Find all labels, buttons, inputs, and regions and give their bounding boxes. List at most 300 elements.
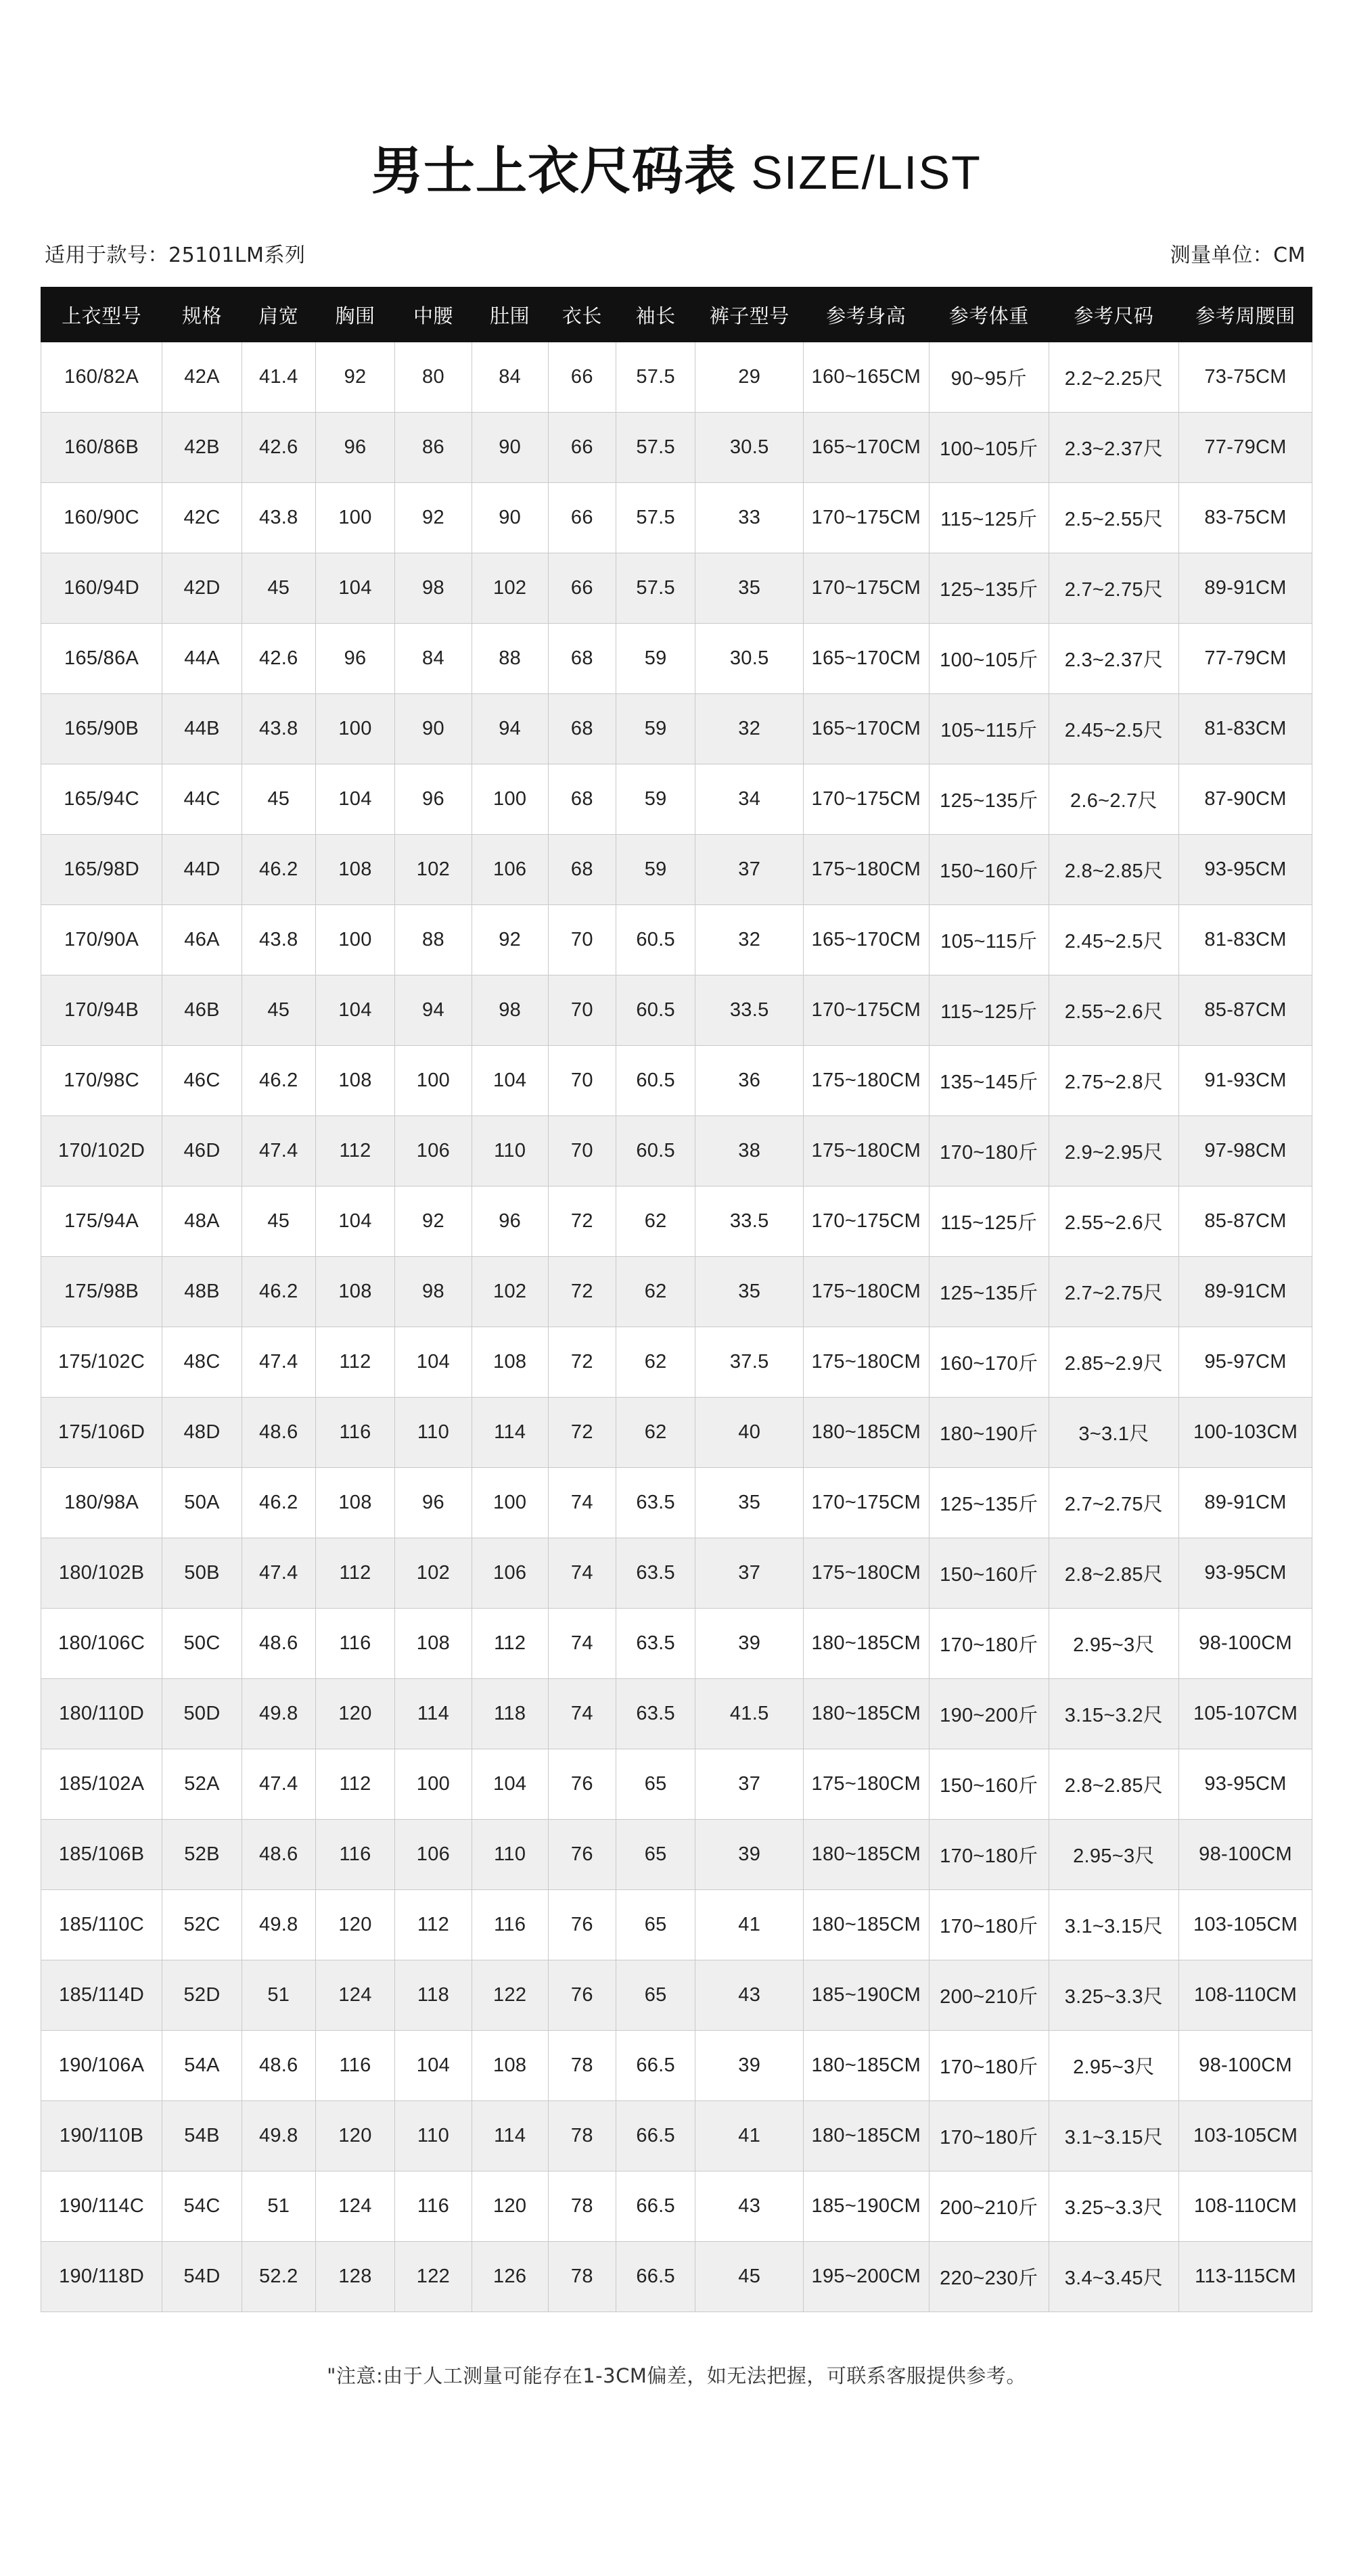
table-column-header: 参考周腰围 (1179, 288, 1312, 342)
table-cell: 48B (162, 1257, 242, 1327)
table-cell: 122 (395, 2242, 472, 2312)
table-cell: 102 (472, 553, 548, 624)
table-cell: 190/110B (41, 2101, 162, 2171)
table-cell: 63.5 (616, 1679, 695, 1749)
table-cell: 106 (395, 1820, 472, 1890)
table-cell: 43.8 (242, 694, 315, 764)
table-cell: 50A (162, 1468, 242, 1538)
table-cell: 72 (548, 1187, 616, 1257)
table-cell: 170/102D (41, 1116, 162, 1187)
applies-to-label: 适用于款号：25101LM系列 (45, 244, 306, 267)
table-cell: 175~180CM (803, 1538, 929, 1609)
table-cell: 39 (695, 1820, 803, 1890)
table-cell: 68 (548, 835, 616, 905)
table-cell: 92 (472, 905, 548, 975)
table-cell: 112 (315, 1749, 395, 1820)
table-cell: 106 (395, 1116, 472, 1187)
table-cell: 81-83CM (1179, 905, 1312, 975)
table-row (41, 413, 1312, 483)
table-cell: 100 (395, 1046, 472, 1116)
table-cell: 66.5 (616, 2031, 695, 2101)
table-cell: 170~175CM (803, 483, 929, 553)
table-cell: 185/110C (41, 1890, 162, 1960)
table-cell: 125~135斤 (929, 1468, 1049, 1538)
table-cell: 45 (242, 764, 315, 835)
table-row (41, 1749, 1312, 1820)
table-cell: 78 (548, 2101, 616, 2171)
table-cell: 180/98A (41, 1468, 162, 1538)
table-cell: 90 (472, 483, 548, 553)
table-cell: 165~170CM (803, 413, 929, 483)
table-cell: 100~105斤 (929, 624, 1049, 694)
table-cell: 170~180斤 (929, 2101, 1049, 2171)
table-cell: 100 (315, 694, 395, 764)
table-cell: 165/94C (41, 764, 162, 835)
table-cell: 33.5 (695, 975, 803, 1046)
table-column-header: 胸围 (315, 288, 395, 342)
table-cell: 100~105斤 (929, 413, 1049, 483)
table-cell: 170~180斤 (929, 1890, 1049, 1960)
table-row (41, 2171, 1312, 2242)
table-cell: 48.6 (242, 1609, 315, 1679)
table-cell: 66 (548, 483, 616, 553)
table-cell: 66.5 (616, 2242, 695, 2312)
table-cell: 51 (242, 1960, 315, 2031)
table-cell: 47.4 (242, 1538, 315, 1609)
table-cell: 59 (616, 764, 695, 835)
table-cell: 3.25~3.3尺 (1049, 2171, 1178, 2242)
table-row (41, 1468, 1312, 1538)
table-cell: 98 (395, 1257, 472, 1327)
table-cell: 77-79CM (1179, 413, 1312, 483)
table-cell: 105-107CM (1179, 1679, 1312, 1749)
table-cell: 170/98C (41, 1046, 162, 1116)
table-cell: 120 (315, 1679, 395, 1749)
table-cell: 190/114C (41, 2171, 162, 2242)
table-cell: 49.8 (242, 2101, 315, 2171)
table-cell: 114 (472, 2101, 548, 2171)
table-cell: 45 (242, 975, 315, 1046)
table-cell: 3.1~3.15尺 (1049, 1890, 1178, 1960)
table-cell: 33 (695, 483, 803, 553)
table-cell: 102 (472, 1257, 548, 1327)
table-cell: 110 (395, 1398, 472, 1468)
table-cell: 3~3.1尺 (1049, 1398, 1178, 1468)
table-cell: 2.75~2.8尺 (1049, 1046, 1178, 1116)
table-cell: 76 (548, 1890, 616, 1960)
table-cell: 96 (395, 764, 472, 835)
table-cell: 43.8 (242, 905, 315, 975)
table-cell: 46.2 (242, 1046, 315, 1116)
table-cell: 42.6 (242, 413, 315, 483)
table-cell: 104 (472, 1749, 548, 1820)
table-cell: 185/102A (41, 1749, 162, 1820)
table-cell: 59 (616, 694, 695, 764)
table-cell: 47.4 (242, 1116, 315, 1187)
table-cell: 63.5 (616, 1468, 695, 1538)
table-cell: 84 (395, 624, 472, 694)
table-cell: 94 (395, 975, 472, 1046)
table-cell: 66.5 (616, 2101, 695, 2171)
table-cell: 165~170CM (803, 624, 929, 694)
table-cell: 185~190CM (803, 1960, 929, 2031)
table-cell: 44B (162, 694, 242, 764)
table-cell: 89-91CM (1179, 1468, 1312, 1538)
table-row (41, 905, 1312, 975)
table-cell: 2.7~2.75尺 (1049, 1468, 1178, 1538)
table-cell: 2.3~2.37尺 (1049, 413, 1178, 483)
table-cell: 2.8~2.85尺 (1049, 835, 1178, 905)
table-cell: 92 (395, 483, 472, 553)
table-cell: 81-83CM (1179, 694, 1312, 764)
table-column-header: 上衣型号 (41, 288, 162, 342)
table-cell: 45 (695, 2242, 803, 2312)
table-cell: 112 (315, 1116, 395, 1187)
table-cell: 45 (242, 553, 315, 624)
table-cell: 170~175CM (803, 1187, 929, 1257)
table-cell: 180~185CM (803, 1679, 929, 1749)
table-cell: 116 (395, 2171, 472, 2242)
table-cell: 47.4 (242, 1327, 315, 1398)
table-cell: 2.55~2.6尺 (1049, 975, 1178, 1046)
table-column-header: 参考尺码 (1049, 288, 1178, 342)
table-cell: 2.95~3尺 (1049, 1820, 1178, 1890)
table-cell: 108 (315, 1468, 395, 1538)
table-cell: 68 (548, 694, 616, 764)
table-cell: 48D (162, 1398, 242, 1468)
table-row (41, 1820, 1312, 1890)
table-cell: 170~175CM (803, 975, 929, 1046)
table-cell: 100 (395, 1749, 472, 1820)
table-cell: 39 (695, 1609, 803, 1679)
table-cell: 51 (242, 2171, 315, 2242)
table-cell: 175~180CM (803, 1327, 929, 1398)
table-cell: 57.5 (616, 413, 695, 483)
table-cell: 106 (472, 1538, 548, 1609)
table-cell: 46D (162, 1116, 242, 1187)
table-cell: 105~115斤 (929, 905, 1049, 975)
table-cell: 3.25~3.3尺 (1049, 1960, 1178, 2031)
table-cell: 115~125斤 (929, 975, 1049, 1046)
table-cell: 30.5 (695, 624, 803, 694)
table-cell: 175~180CM (803, 1116, 929, 1187)
table-cell: 124 (315, 2171, 395, 2242)
table-cell: 52C (162, 1890, 242, 1960)
table-row (41, 764, 1312, 835)
table-cell: 112 (315, 1538, 395, 1609)
table-row (41, 694, 1312, 764)
table-cell: 150~160斤 (929, 835, 1049, 905)
table-cell: 68 (548, 624, 616, 694)
table-cell: 87-90CM (1179, 764, 1312, 835)
table-column-header: 肩宽 (242, 288, 315, 342)
table-row (41, 1679, 1312, 1749)
table-cell: 60.5 (616, 1046, 695, 1116)
table-cell: 46B (162, 975, 242, 1046)
table-cell: 116 (315, 1398, 395, 1468)
table-cell: 108 (315, 835, 395, 905)
table-cell: 46A (162, 905, 242, 975)
table-cell: 89-91CM (1179, 553, 1312, 624)
table-cell: 108 (315, 1046, 395, 1116)
table-cell: 103-105CM (1179, 2101, 1312, 2171)
table-cell: 110 (472, 1820, 548, 1890)
table-cell: 62 (616, 1257, 695, 1327)
table-cell: 32 (695, 694, 803, 764)
table-cell: 60.5 (616, 905, 695, 975)
table-cell: 118 (472, 1679, 548, 1749)
table-cell: 160/90C (41, 483, 162, 553)
table-cell: 104 (472, 1046, 548, 1116)
table-cell: 78 (548, 2171, 616, 2242)
table-cell: 170~180斤 (929, 1820, 1049, 1890)
table-body (41, 342, 1312, 2312)
table-cell: 70 (548, 905, 616, 975)
table-cell: 41.4 (242, 342, 315, 413)
table-cell: 44D (162, 835, 242, 905)
table-cell: 128 (315, 2242, 395, 2312)
table-cell: 54D (162, 2242, 242, 2312)
table-row (41, 553, 1312, 624)
table-cell: 48A (162, 1187, 242, 1257)
table-cell: 72 (548, 1327, 616, 1398)
table-cell: 116 (472, 1890, 548, 1960)
table-cell: 37 (695, 1538, 803, 1609)
page-title (41, 0, 1312, 201)
table-cell: 2.7~2.75尺 (1049, 553, 1178, 624)
table-cell: 116 (315, 1609, 395, 1679)
measurement-note: "注意:由于人工测量可能存在1-3CM偏差，如无法把握，可联系客服提供参考。 (327, 2364, 1026, 2387)
table-cell: 74 (548, 1468, 616, 1538)
table-cell: 52B (162, 1820, 242, 1890)
table-cell: 180~185CM (803, 1609, 929, 1679)
table-cell: 80 (395, 342, 472, 413)
table-cell: 29 (695, 342, 803, 413)
table-cell: 48.6 (242, 1820, 315, 1890)
table-cell: 114 (395, 1679, 472, 1749)
table-cell: 120 (315, 1890, 395, 1960)
table-cell: 175~180CM (803, 1046, 929, 1116)
table-cell: 93-95CM (1179, 1538, 1312, 1609)
table-row (41, 483, 1312, 553)
table-cell: 185~190CM (803, 2171, 929, 2242)
table-cell: 72 (548, 1398, 616, 1468)
table-cell: 2.2~2.25尺 (1049, 342, 1178, 413)
table-cell: 60.5 (616, 975, 695, 1046)
table-cell: 110 (472, 1116, 548, 1187)
table-cell: 3.4~3.45尺 (1049, 2242, 1178, 2312)
table-cell: 74 (548, 1679, 616, 1749)
table-cell: 108-110CM (1179, 1960, 1312, 2031)
table-cell: 98-100CM (1179, 1609, 1312, 1679)
table-cell: 37.5 (695, 1327, 803, 1398)
table-cell: 115~125斤 (929, 1187, 1049, 1257)
measurement-unit-label: 测量单位：CM (1170, 244, 1306, 267)
table-cell: 48C (162, 1327, 242, 1398)
table-row (41, 975, 1312, 1046)
table-cell: 175/94A (41, 1187, 162, 1257)
table-cell: 48.6 (242, 2031, 315, 2101)
table-cell: 190/106A (41, 2031, 162, 2101)
table-cell: 160~170斤 (929, 1327, 1049, 1398)
table-cell: 96 (315, 624, 395, 694)
table-cell: 2.3~2.37尺 (1049, 624, 1178, 694)
table-cell: 43.8 (242, 483, 315, 553)
table-cell: 63.5 (616, 1609, 695, 1679)
table-cell: 98 (395, 553, 472, 624)
table-cell: 2.95~3尺 (1049, 2031, 1178, 2101)
table-cell: 43 (695, 1960, 803, 2031)
table-cell: 170/94B (41, 975, 162, 1046)
table-cell: 110 (395, 2101, 472, 2171)
table-cell: 77-79CM (1179, 624, 1312, 694)
table-cell: 41 (695, 2101, 803, 2171)
table-cell: 100 (472, 764, 548, 835)
table-cell: 57.5 (616, 342, 695, 413)
table-cell: 96 (315, 413, 395, 483)
table-cell: 170~180斤 (929, 2031, 1049, 2101)
table-cell: 93-95CM (1179, 835, 1312, 905)
table-cell: 175/98B (41, 1257, 162, 1327)
table-cell: 160/82A (41, 342, 162, 413)
size-table (41, 287, 1312, 2312)
table-cell: 170~175CM (803, 1468, 929, 1538)
table-cell: 35 (695, 1257, 803, 1327)
table-column-header: 中腰 (395, 288, 472, 342)
page-title-cn: 男士上衣尺码表 (371, 141, 737, 201)
table-cell: 90 (395, 694, 472, 764)
table-row (41, 1327, 1312, 1398)
table-cell: 160/86B (41, 413, 162, 483)
table-cell: 52A (162, 1749, 242, 1820)
table-cell: 92 (315, 342, 395, 413)
table-cell: 93-95CM (1179, 1749, 1312, 1820)
table-cell: 100 (315, 905, 395, 975)
table-cell: 50C (162, 1609, 242, 1679)
table-cell: 175~180CM (803, 1749, 929, 1820)
table-cell: 85-87CM (1179, 975, 1312, 1046)
table-cell: 113-115CM (1179, 2242, 1312, 2312)
table-cell: 60.5 (616, 1116, 695, 1187)
table-row (41, 2031, 1312, 2101)
table-cell: 38 (695, 1116, 803, 1187)
table-cell: 66.5 (616, 2171, 695, 2242)
table-cell: 90 (472, 413, 548, 483)
table-cell: 76 (548, 1820, 616, 1890)
table-cell: 85-87CM (1179, 1187, 1312, 1257)
table-cell: 2.55~2.6尺 (1049, 1187, 1178, 1257)
table-cell: 120 (472, 2171, 548, 2242)
table-cell: 180~190斤 (929, 1398, 1049, 1468)
table-cell: 42.6 (242, 624, 315, 694)
table-row (41, 2101, 1312, 2171)
table-cell: 91-93CM (1179, 1046, 1312, 1116)
table-cell: 175~180CM (803, 835, 929, 905)
table-cell: 49.8 (242, 1890, 315, 1960)
table-cell: 126 (472, 2242, 548, 2312)
table-cell: 47.4 (242, 1749, 315, 1820)
table-cell: 42D (162, 553, 242, 624)
table-cell: 41.5 (695, 1679, 803, 1749)
table-cell: 190~200斤 (929, 1679, 1049, 1749)
table-cell: 180/102B (41, 1538, 162, 1609)
table-column-header: 肚围 (472, 288, 548, 342)
table-cell: 165/90B (41, 694, 162, 764)
table-cell: 220~230斤 (929, 2242, 1049, 2312)
table-cell: 175/106D (41, 1398, 162, 1468)
table-cell: 65 (616, 1890, 695, 1960)
table-cell: 112 (315, 1327, 395, 1398)
table-cell: 108-110CM (1179, 2171, 1312, 2242)
table-cell: 70 (548, 1116, 616, 1187)
table-cell: 46C (162, 1046, 242, 1116)
table-cell: 3.1~3.15尺 (1049, 2101, 1178, 2171)
table-cell: 42B (162, 413, 242, 483)
table-cell: 2.7~2.75尺 (1049, 1257, 1178, 1327)
table-cell: 41 (695, 1890, 803, 1960)
table-column-header: 袖长 (616, 288, 695, 342)
table-cell: 200~210斤 (929, 1960, 1049, 2031)
table-cell: 62 (616, 1187, 695, 1257)
table-cell: 180~185CM (803, 1890, 929, 1960)
table-row (41, 624, 1312, 694)
table-column-header: 参考身高 (803, 288, 929, 342)
table-cell: 76 (548, 1749, 616, 1820)
table-cell: 62 (616, 1398, 695, 1468)
table-cell: 118 (395, 1960, 472, 2031)
table-cell: 108 (472, 2031, 548, 2101)
table-cell: 45 (242, 1187, 315, 1257)
table-row (41, 1398, 1312, 1468)
table-cell: 124 (315, 1960, 395, 2031)
table-cell: 54C (162, 2171, 242, 2242)
table-cell: 86 (395, 413, 472, 483)
table-row (41, 342, 1312, 413)
table-cell: 116 (315, 2031, 395, 2101)
table-cell: 92 (395, 1187, 472, 1257)
table-cell: 180~185CM (803, 2101, 929, 2171)
table-cell: 200~210斤 (929, 2171, 1049, 2242)
table-cell: 54A (162, 2031, 242, 2101)
table-cell: 100-103CM (1179, 1398, 1312, 1468)
table-cell: 33.5 (695, 1187, 803, 1257)
table-cell: 44C (162, 764, 242, 835)
table-cell: 50B (162, 1538, 242, 1609)
table-cell: 2.5~2.55尺 (1049, 483, 1178, 553)
table-cell: 195~200CM (803, 2242, 929, 2312)
table-cell: 104 (395, 1327, 472, 1398)
table-cell: 46.2 (242, 835, 315, 905)
table-cell: 48.6 (242, 1398, 315, 1468)
table-cell: 96 (472, 1187, 548, 1257)
table-cell: 175/102C (41, 1327, 162, 1398)
table-cell: 100 (315, 483, 395, 553)
table-cell: 185/106B (41, 1820, 162, 1890)
table-cell: 83-75CM (1179, 483, 1312, 553)
table-row (41, 1960, 1312, 2031)
table-cell: 40 (695, 1398, 803, 1468)
table-cell: 65 (616, 1749, 695, 1820)
table-cell: 112 (472, 1609, 548, 1679)
table-cell: 54B (162, 2101, 242, 2171)
table-cell: 98-100CM (1179, 2031, 1312, 2101)
table-cell: 160/94D (41, 553, 162, 624)
table-cell: 170~180斤 (929, 1116, 1049, 1187)
table-cell: 165/98D (41, 835, 162, 905)
table-cell: 66 (548, 413, 616, 483)
table-cell: 125~135斤 (929, 764, 1049, 835)
table-cell: 78 (548, 2031, 616, 2101)
